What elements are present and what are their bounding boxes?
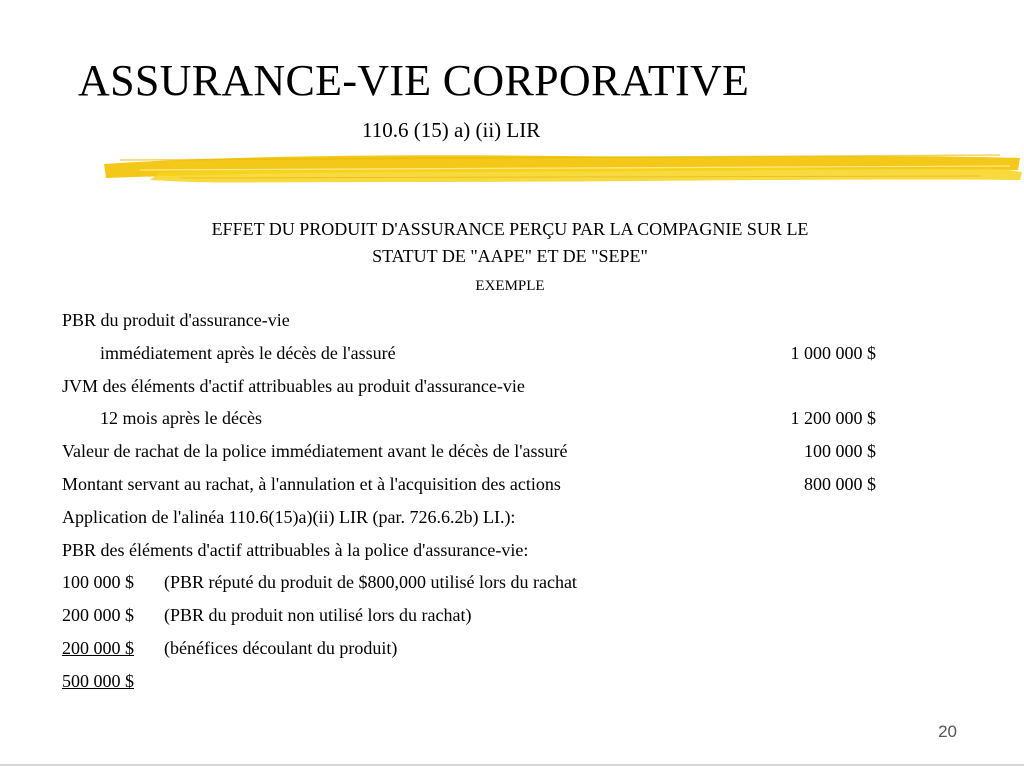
page-number: 20 [938,722,957,741]
breakdown-amount-2: 200 000 $ [62,605,134,625]
rachat-label: Valeur de rachat de la police immédiatement avant le décès de l'assuré [62,441,568,461]
slide-title: ASSURANCE-VIE CORPORATIVE [78,56,750,105]
total-amount: 500 000 $ [62,671,134,691]
jvm-label: JVM des éléments d'actif attribuables au produit d'assurance-vie [62,376,525,396]
section-heading [95,216,925,270]
breakdown-description-2: (PBR du produit non utilisé lors du rachat) [164,605,472,625]
bottom-divider [0,764,1024,766]
heading-line-2: STATUT DE "AAPE" ET DE "SEPE" [372,246,648,266]
example-label: EXEMPLE [475,278,545,294]
application-label: Application de l'alinéa 110.6(15)a)(ii) LIR (par. 726.6.2b) LI.): [62,507,516,527]
montant-amount: 800 000 $ [804,474,876,494]
breakdown-amount-1: 100 000 $ [62,572,134,592]
jvm-sub-label: 12 mois après le décès [100,408,262,428]
rachat-amount: 100 000 $ [804,441,876,461]
pbr-label: PBR du produit d'assurance-vie [62,310,290,330]
montant-label: Montant servant au rachat, à l'annulation et à l'acquisition des actions [62,474,561,494]
pbr-sub-label: immédiatement après le décès de l'assuré [100,343,396,363]
jvm-amount: 1 200 000 $ [790,408,876,428]
breakdown-description-1: (PBR réputé du produit de $800,000 utilisé lors du rachat [164,572,577,592]
breakdown-amount-3: 200 000 $ [62,638,134,658]
pbr-amount: 1 000 000 $ [790,343,876,363]
highlighter-stroke-decoration [100,148,1024,190]
slide-subtitle: 110.6 (15) a) (ii) LIR [362,118,541,142]
pbr-elements-label: PBR des éléments d'actif attribuables à la police d'assurance-vie: [62,540,529,560]
breakdown-description-3: (bénéfices découlant du produit) [164,638,398,658]
heading-line-1: EFFET DU PRODUIT D'ASSURANCE PERÇU PAR LA COMPAGNIE SUR LE [211,219,809,239]
